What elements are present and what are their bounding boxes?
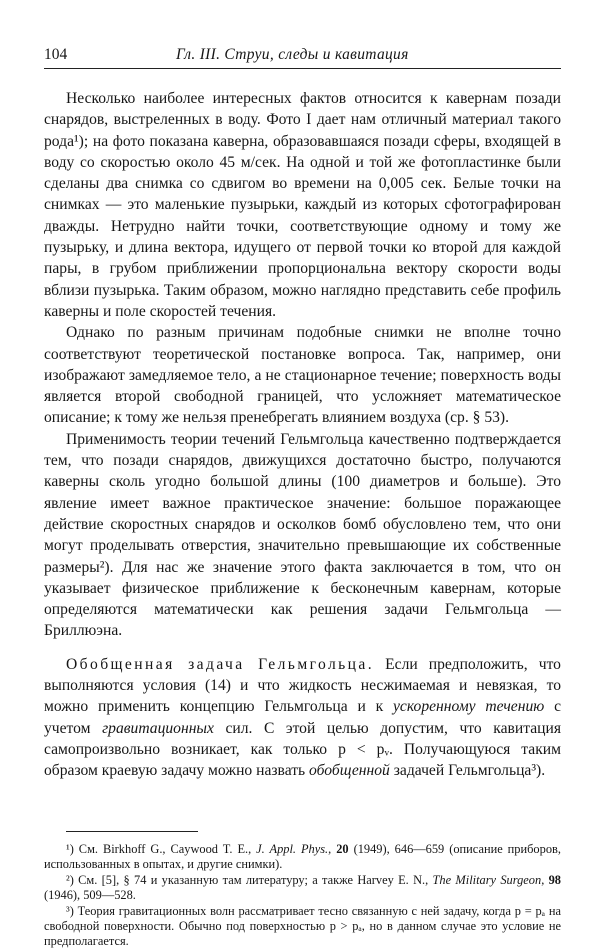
footnotes xyxy=(44,831,561,950)
fn2-volume: 98 xyxy=(548,872,561,887)
section-heading: Обобщенная задача Гельмгольца. xyxy=(66,655,375,673)
p4-text-4: задачей Гельмгольца³). xyxy=(389,762,546,780)
main-text xyxy=(44,88,561,782)
chapter-title: Гл. III. Струи, следы и кавитация xyxy=(176,46,409,63)
fn1-volume: 20 xyxy=(336,842,349,856)
header-rule xyxy=(44,68,561,69)
fn1-text-a: ¹) См. Birkhoff G., Caywood T. E., xyxy=(66,842,257,856)
page-number: 104 xyxy=(44,46,68,63)
paragraph-1: Несколько наиболее интересных фактов относится к кавернам позади снарядов, выстреленных в воду. Фото I дает нам отличный материал такого рода¹); на фото показана каверна, образовавшаяся позади сферы, входящей в воду со скоростью около 45 м/сек. На одной и той же фотопластинке были сделаны два снимка со сдвигом во времени на 0,005 сек. Белые точки на снимках — это маленькие пузырьки, каждый из которых сфотографирован дважды. Нетрудно найти точки, соответствующие одному и тому же пузырьку, и длина вектора, идущего от первой точки ко второй для каждой пары, в грубом приближении пропорциональна вектору скорости воды вблизи пузырька. Таким образом, можно наглядно представить себе профиль каверны и поле скоростей течения. xyxy=(44,90,561,320)
paragraph-gap xyxy=(44,642,561,654)
paragraph-4 xyxy=(44,654,561,782)
running-header xyxy=(44,46,561,68)
p4-italic-3: обобщенной xyxy=(309,762,390,780)
footnote-2 xyxy=(44,873,561,904)
footnote-3: ³) Теория гравитационных волн рассматривает тесно связанную с ней задачу, когда p = pₐ на свободной поверхности. Обычно под поверхностью p > pₐ, но в данном случае это условие не предполагается. xyxy=(44,903,561,949)
paragraph-3: Применимость теории течений Гельмгольца качественно подтверждается тем, что позади снарядов, движущихся достаточно быстро, получаются каверны сколь угодно большой длины (100 диаметров и больше). Это явление имеет важное практическое значение: большое поражающее действие скоростных снарядов и осколков бомб обусловлено тем, что они могут проделывать отверстия, значительно превышающие их собственные размеры²). Для нас же значение этого факта заключается в том, что он указывает физическое приближение к бесконечным кавернам, которые определяются математически как решения задачи Гельмгольца — Бриллюэна. xyxy=(44,430,561,640)
footnote-1 xyxy=(44,842,561,873)
fn2-text-c: (1946), 509—528. xyxy=(44,888,136,903)
fn1-text-b: , xyxy=(328,842,337,856)
p4-text-3: сил. С этой целью допустим, что кавитация самопроизвольно возникает, как только p < pᵥ. Получающуюся таким образом краевую задачу можно назвать xyxy=(44,719,561,780)
paragraph-2: Однако по разным причинам подобные снимки не вполне точно соответствуют теоретической постановке вопроса. Так, например, они изображают замедляемое тело, а не стационарное течение; поверхность воды является второй свободной границей, что усложняет математическое описание; к тому же нельзя пренебрегать влиянием воздуха (ср. § 53). xyxy=(44,324,561,427)
footnote-rule xyxy=(66,831,198,832)
fn1-text-c: (1949), 646—659 (описание приборов, использованных в опытах, и другие снимки). xyxy=(44,842,561,872)
fn2-text-a: ²) См. [5], § 74 и указанную там литературу; а также Harvey E. N., xyxy=(66,872,433,887)
fn1-journal: J. Appl. Phys. xyxy=(256,842,329,856)
fn2-journal: The Military Surgeon xyxy=(432,872,542,887)
p4-text-1: Если предположить, что выполняются условия (14) и что жидкость несжимаемая и невязкая, то можно применить концепцию Гельмгольца и к xyxy=(44,655,561,716)
fn2-text-b: , xyxy=(541,872,549,887)
p4-italic-1: ускоренному течению xyxy=(392,698,545,716)
p4-italic-2: гравитационных xyxy=(102,719,214,737)
p4-text-2: с учетом xyxy=(44,698,561,737)
book-page xyxy=(44,46,561,949)
